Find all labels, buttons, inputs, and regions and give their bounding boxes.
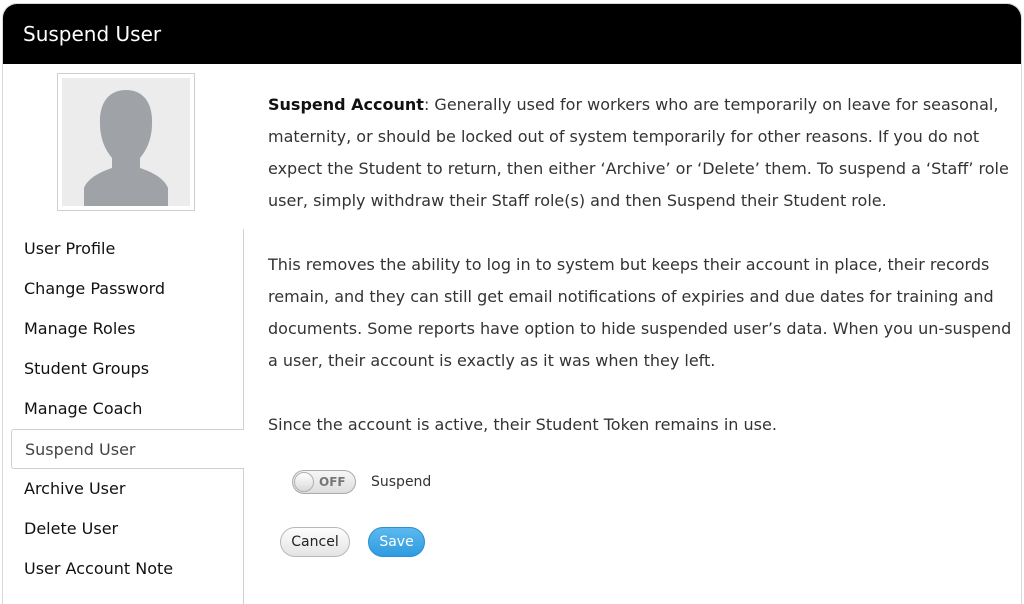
- token-status-text: Since the account is active, their Student Token remains in use.: [268, 415, 777, 434]
- dialog-title-bar: [3, 4, 1021, 64]
- suspend-user-dialog: [3, 4, 1021, 604]
- sidebar-item-user-account-note[interactable]: User Account Note: [24, 559, 174, 578]
- description-paragraph-2: This removes the ability to log in to system but keeps their account in place, their records remain, and they can still get email notifications of expiries and due dates for training and documents. Some reports have option to hide suspended user’s data. When you un-suspend a user, their account is exactly as it was when they left.: [268, 255, 1012, 370]
- sidebar-item-manage-coach[interactable]: Manage Coach: [24, 399, 143, 418]
- suspend-toggle-row: [292, 469, 431, 495]
- toggle-state: OFF: [319, 475, 346, 489]
- suspend-toggle-label: Suspend: [371, 474, 432, 490]
- suspend-account-heading: Suspend Account: [268, 95, 424, 114]
- save-button[interactable]: Save: [368, 527, 425, 557]
- description-text-1: : Generally used for workers who are temporarily on leave for seasonal, maternity, or should be locked out of system temporarily for other reasons. If you do not expect the Student to return, then either ‘Archive’ or ‘Delete’ them. To suspend a ‘Staff’ role user, simply withdraw their Staff role(s) and then Suspend their Student role.: [268, 95, 1009, 210]
- description-paragraph-1: [268, 89, 1018, 217]
- sidebar-item-suspend-user[interactable]: Suspend User: [11, 429, 244, 469]
- dialog-title: Suspend User: [23, 22, 162, 46]
- sidebar-item-delete-user[interactable]: Delete User: [24, 519, 119, 538]
- sidebar-item-student-groups[interactable]: Student Groups: [24, 359, 150, 378]
- sidebar-item-user-profile[interactable]: User Profile: [24, 239, 116, 258]
- sidebar-item-archive-user[interactable]: Archive User: [24, 479, 126, 498]
- person-silhouette-icon: [62, 78, 190, 206]
- sidebar-item-manage-roles[interactable]: Manage Roles: [24, 319, 136, 338]
- cancel-button[interactable]: Cancel: [280, 527, 350, 557]
- avatar: [57, 73, 195, 211]
- toggle-knob: [294, 472, 314, 492]
- sidebar-nav: [3, 229, 244, 604]
- sidebar: [3, 64, 243, 604]
- suspend-toggle[interactable]: [292, 470, 356, 494]
- sidebar-item-change-password[interactable]: Change Password: [24, 279, 166, 298]
